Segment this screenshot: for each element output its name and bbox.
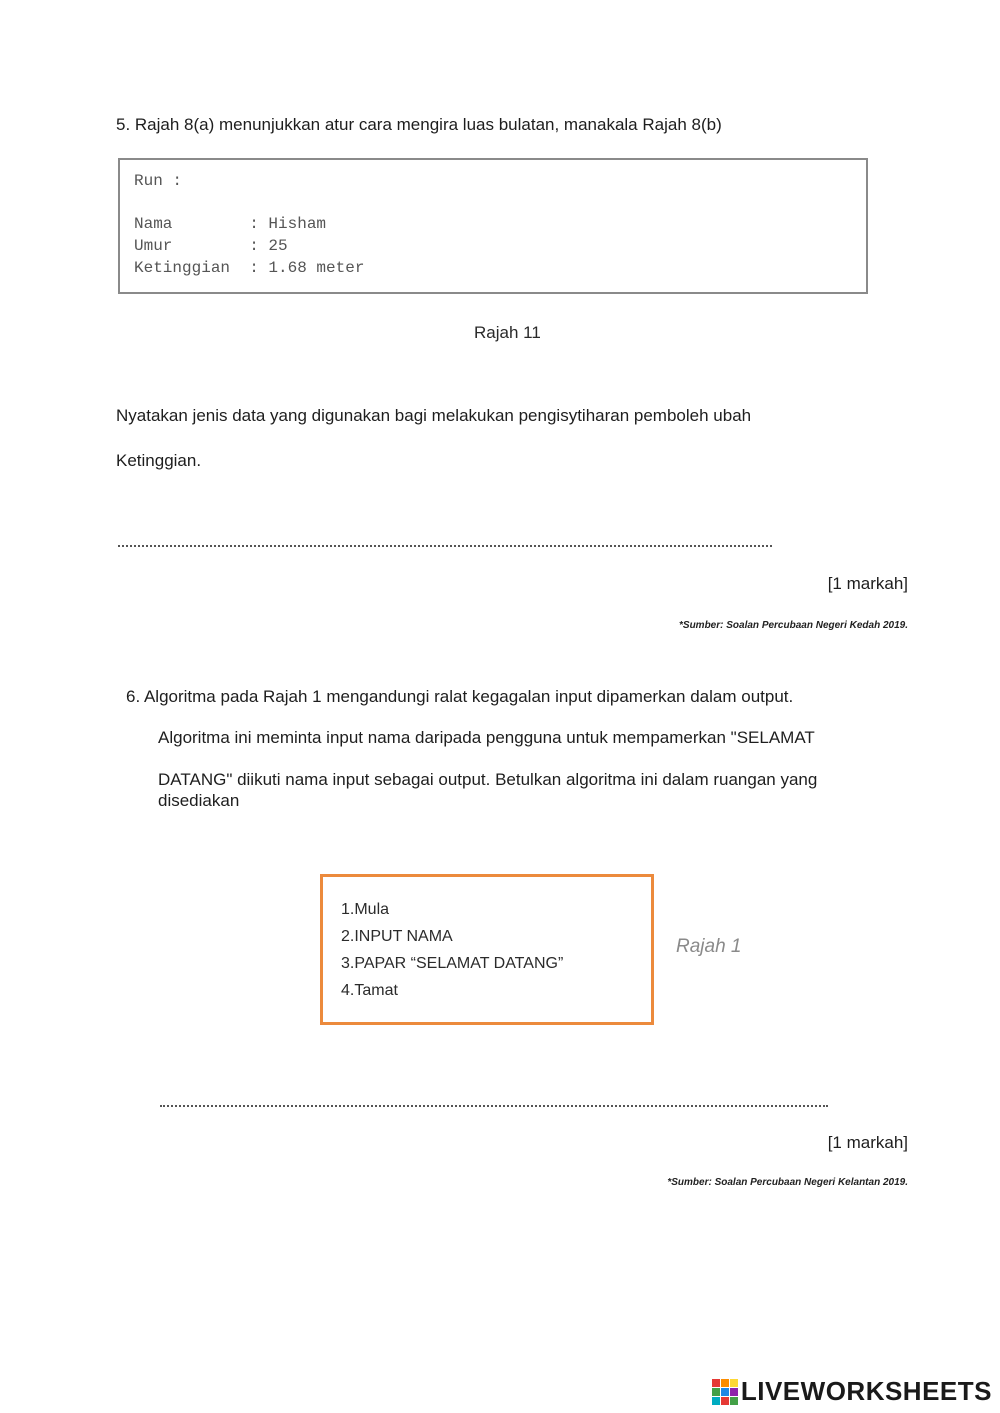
algorithm-step-1: 1.Mula (341, 901, 390, 918)
code-line-umur: Umur : 25 (134, 237, 288, 255)
question-5-text-line1: Nyatakan jenis data yang digunakan bagi melakukan pengisytiharan pemboleh ubah (116, 406, 752, 425)
logo-cell-icon (721, 1379, 729, 1387)
answer-line-q5[interactable] (118, 545, 772, 547)
logo-cell-icon (730, 1388, 738, 1396)
liveworksheets-logo (712, 1376, 992, 1407)
logo-cell-icon (721, 1397, 729, 1405)
answer-line-q6[interactable] (160, 1105, 828, 1107)
code-line-run: Run : (134, 172, 183, 190)
brand-name: LIVEWORKSHEETS (740, 1376, 992, 1406)
logo-cell-icon (730, 1379, 738, 1387)
algorithm-step-4: 4.Tamat (341, 982, 398, 999)
question-6-para-line2: DATANG" diikuti nama input sebagai output. Betulkan algoritma ini dalam ruangan yang (158, 770, 818, 789)
code-line-nama: Nama : Hisham (134, 215, 327, 233)
algorithm-step-3: 3.PAPAR “SELAMAT DATANG” (341, 955, 564, 972)
code-line-ketinggian: Ketinggian : 1.68 meter (134, 259, 365, 277)
source-q6: *Sumber: Soalan Percubaan Negeri Kelantan 2019. (667, 1177, 908, 1188)
algorithm-box (320, 874, 654, 1025)
algorithm-step-2: 2.INPUT NAMA (341, 928, 453, 945)
question-6-heading: 6. Algoritma pada Rajah 1 mengandungi ralat kegagalan input dipamerkan dalam output. (126, 687, 794, 706)
logo-cell-icon (712, 1388, 720, 1396)
figure-label-rajah-1: Rajah 1 (676, 936, 742, 957)
logo-cell-icon (721, 1388, 729, 1396)
marks-q5: [1 markah] (827, 574, 908, 593)
logo-cell-icon (730, 1397, 738, 1405)
figure-caption-rajah-11: Rajah 11 (474, 323, 541, 342)
question-5-heading: 5. Rajah 8(a) menunjukkan atur cara mengira luas bulatan, manakala Rajah 8(b) (116, 115, 722, 134)
source-q5: *Sumber: Soalan Percubaan Negeri Kedah 2019. (679, 620, 908, 631)
question-6-para-line1: Algoritma ini meminta input nama daripada pengguna untuk mempamerkan "SELAMAT (158, 728, 815, 747)
question-5-text-line2: Ketinggian. (116, 451, 202, 470)
logo-grid-icon (712, 1379, 738, 1405)
logo-cell-icon (712, 1379, 720, 1387)
logo-cell-icon (712, 1397, 720, 1405)
marks-q6: [1 markah] (827, 1133, 908, 1152)
program-output-box (118, 158, 868, 294)
question-6-para-line3: disediakan (158, 791, 240, 810)
